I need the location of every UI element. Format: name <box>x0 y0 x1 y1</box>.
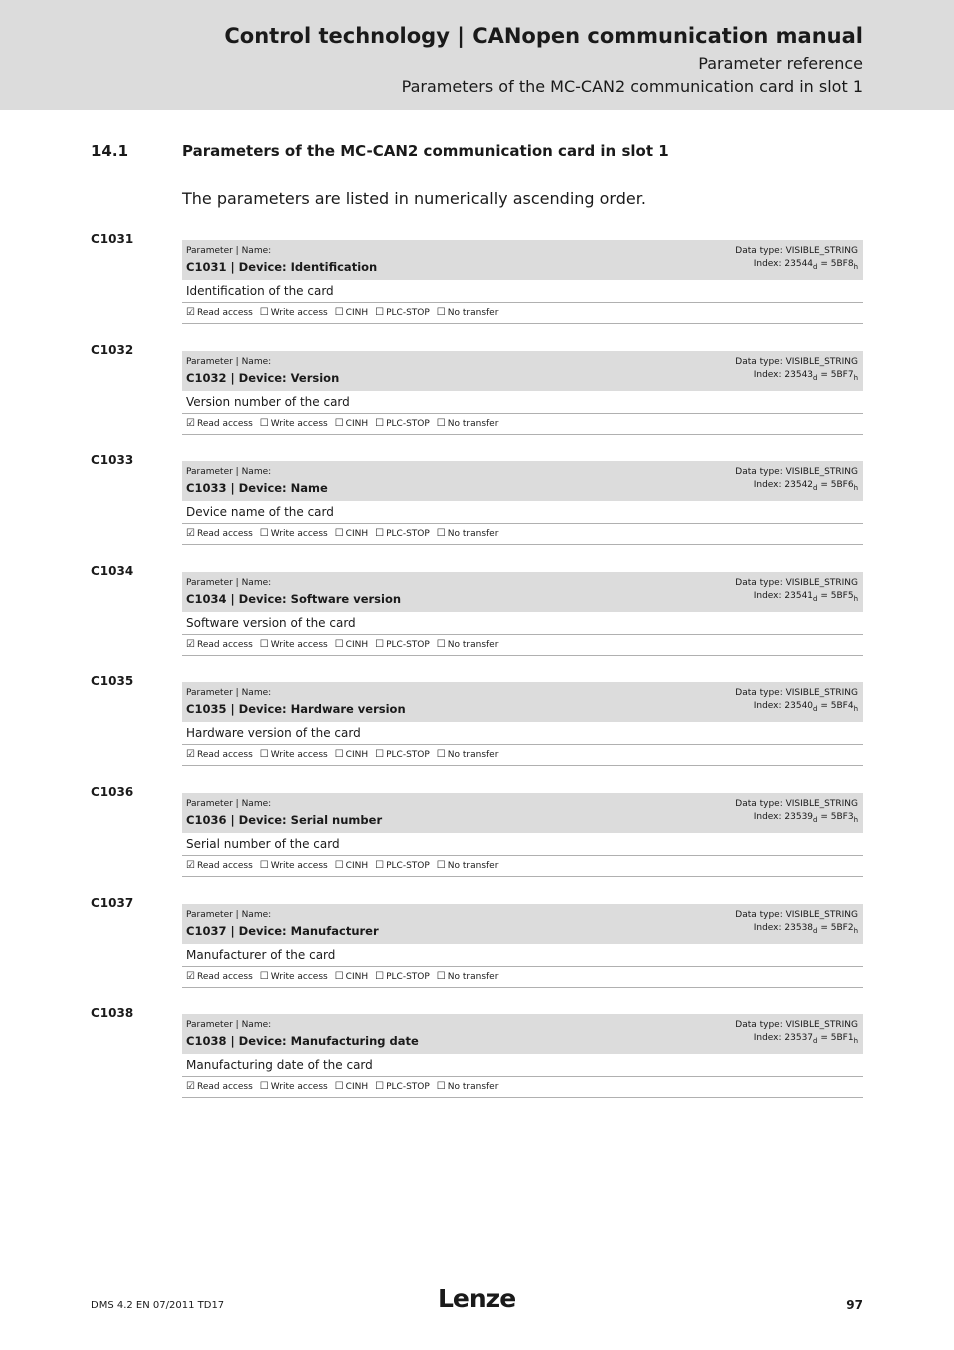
no-transfer-label: No transfer <box>447 419 499 429</box>
parameter-header <box>182 682 863 722</box>
index-hex: 5BF3 <box>830 812 854 822</box>
access-flags <box>182 745 863 766</box>
plc-stop-label: PLC-STOP <box>386 419 430 429</box>
unchecked-box-icon: ☐ <box>334 971 344 982</box>
parameter-name: C1033 | Device: Name <box>186 481 328 495</box>
data-type: Data type: VISIBLE_STRING <box>735 467 858 477</box>
read-access-label: Read access <box>196 529 253 539</box>
index-hex: 5BF5 <box>830 591 854 601</box>
unchecked-box-icon: ☐ <box>334 639 344 650</box>
parameter-name: C1038 | Device: Manufacturing date <box>186 1034 419 1048</box>
index-decimal: 23538 <box>784 923 814 933</box>
parameter-block <box>182 351 863 435</box>
data-type: Data type: VISIBLE_STRING <box>735 578 858 588</box>
read-access-flag <box>186 861 253 871</box>
index-hex: 5BF6 <box>830 480 854 490</box>
parameter-code-label: C1038 <box>91 1006 134 1020</box>
chapter-title: Parameter reference <box>698 54 863 73</box>
unchecked-box-icon: ☐ <box>334 307 344 318</box>
decimal-subscript: d <box>813 374 818 382</box>
no-transfer-label: No transfer <box>447 972 499 982</box>
plc-stop-flag <box>375 861 430 871</box>
parameter-description: Version number of the card <box>182 391 863 414</box>
access-flags <box>182 967 863 988</box>
parameter-name-label: Parameter | Name: <box>186 578 272 588</box>
parameter-name-label: Parameter | Name: <box>186 1020 272 1030</box>
parameter-header <box>182 461 863 501</box>
index-equals: = <box>817 591 831 601</box>
cinh-flag <box>335 640 368 650</box>
decimal-subscript: d <box>813 1037 818 1045</box>
data-type: Data type: VISIBLE_STRING <box>735 1020 858 1030</box>
unchecked-box-icon: ☐ <box>375 418 385 429</box>
write-access-label: Write access <box>270 640 328 650</box>
data-type: Data type: VISIBLE_STRING <box>735 688 858 698</box>
write-access-label: Write access <box>270 1082 328 1092</box>
read-access-label: Read access <box>196 640 253 650</box>
parameter-name-label: Parameter | Name: <box>186 910 272 920</box>
no-transfer-flag <box>437 861 499 871</box>
parameter-code-label: C1034 <box>91 564 134 578</box>
write-access-flag <box>260 308 328 318</box>
no-transfer-flag <box>437 1082 499 1092</box>
unchecked-box-icon: ☐ <box>436 971 446 982</box>
parameter-header <box>182 904 863 944</box>
parameter-name: C1037 | Device: Manufacturer <box>186 924 379 938</box>
write-access-label: Write access <box>270 750 328 760</box>
unchecked-box-icon: ☐ <box>436 528 446 539</box>
write-access-label: Write access <box>270 419 328 429</box>
parameter-header <box>182 1014 863 1054</box>
index-prefix: Index: <box>753 812 785 822</box>
write-access-label: Write access <box>270 861 328 871</box>
index-equals: = <box>817 259 831 269</box>
hex-subscript: h <box>853 927 858 935</box>
parameter-name-label: Parameter | Name: <box>186 357 272 367</box>
index-decimal: 23543 <box>784 370 814 380</box>
unchecked-box-icon: ☐ <box>375 1081 385 1092</box>
index-hex: 5BF4 <box>830 701 854 711</box>
parameter-description: Identification of the card <box>182 280 863 303</box>
intro-text: The parameters are listed in numerically ascending order. <box>182 189 646 208</box>
unchecked-box-icon: ☐ <box>259 749 269 760</box>
data-type: Data type: VISIBLE_STRING <box>735 357 858 367</box>
parameter-block <box>182 904 863 988</box>
parameter-block <box>182 682 863 766</box>
read-access-flag <box>186 640 253 650</box>
unchecked-box-icon: ☐ <box>436 1081 446 1092</box>
unchecked-box-icon: ☐ <box>436 639 446 650</box>
read-access-flag <box>186 972 253 982</box>
checked-box-icon: ☑ <box>186 749 195 760</box>
parameter-code-label: C1035 <box>91 674 134 688</box>
parameter-index <box>754 591 858 603</box>
plc-stop-flag <box>375 529 430 539</box>
checked-box-icon: ☑ <box>186 418 195 429</box>
write-access-flag <box>260 861 328 871</box>
index-decimal: 23541 <box>784 591 814 601</box>
parameter-code-label: C1032 <box>91 343 134 357</box>
cinh-flag <box>335 529 368 539</box>
write-access-flag <box>260 529 328 539</box>
parameter-header <box>182 572 863 612</box>
unchecked-box-icon: ☐ <box>259 639 269 650</box>
write-access-flag <box>260 972 328 982</box>
access-flags <box>182 1077 863 1098</box>
parameter-description: Hardware version of the card <box>182 722 863 745</box>
index-hex: 5BF1 <box>830 1033 854 1043</box>
cinh-label: CINH <box>345 861 369 871</box>
checked-box-icon: ☑ <box>186 860 195 871</box>
parameter-block <box>182 793 863 877</box>
index-equals: = <box>817 812 831 822</box>
write-access-label: Write access <box>270 529 328 539</box>
plc-stop-flag <box>375 1082 430 1092</box>
plc-stop-label: PLC-STOP <box>386 750 430 760</box>
cinh-label: CINH <box>345 750 369 760</box>
plc-stop-flag <box>375 972 430 982</box>
parameter-description: Device name of the card <box>182 501 863 524</box>
parameter-index <box>754 370 858 382</box>
parameter-code-label: C1037 <box>91 896 134 910</box>
no-transfer-flag <box>437 529 499 539</box>
unchecked-box-icon: ☐ <box>259 418 269 429</box>
index-prefix: Index: <box>753 923 785 933</box>
parameter-name: C1031 | Device: Identification <box>186 260 378 274</box>
parameter-index <box>754 259 858 271</box>
parameter-header <box>182 240 863 280</box>
decimal-subscript: d <box>813 705 818 713</box>
lenze-logo: Lenze <box>438 1284 516 1313</box>
parameter-name-label: Parameter | Name: <box>186 467 272 477</box>
cinh-label: CINH <box>345 529 369 539</box>
unchecked-box-icon: ☐ <box>375 749 385 760</box>
unchecked-box-icon: ☐ <box>375 528 385 539</box>
parameter-index <box>754 923 858 935</box>
hex-subscript: h <box>853 1037 858 1045</box>
decimal-subscript: d <box>813 484 818 492</box>
hex-subscript: h <box>853 705 858 713</box>
no-transfer-label: No transfer <box>447 861 499 871</box>
no-transfer-label: No transfer <box>447 1082 499 1092</box>
no-transfer-flag <box>437 972 499 982</box>
cinh-label: CINH <box>345 972 369 982</box>
parameter-name-label: Parameter | Name: <box>186 688 272 698</box>
no-transfer-flag <box>437 419 499 429</box>
unchecked-box-icon: ☐ <box>259 1081 269 1092</box>
read-access-flag <box>186 1082 253 1092</box>
unchecked-box-icon: ☐ <box>375 971 385 982</box>
parameter-block <box>182 240 863 324</box>
plc-stop-flag <box>375 640 430 650</box>
unchecked-box-icon: ☐ <box>436 307 446 318</box>
no-transfer-flag <box>437 750 499 760</box>
parameter-index <box>754 480 858 492</box>
unchecked-box-icon: ☐ <box>334 418 344 429</box>
hex-subscript: h <box>853 263 858 271</box>
index-decimal: 23537 <box>784 1033 814 1043</box>
access-flags <box>182 303 863 324</box>
no-transfer-label: No transfer <box>447 640 499 650</box>
index-equals: = <box>817 480 831 490</box>
page-number: 97 <box>846 1298 863 1312</box>
index-prefix: Index: <box>753 1033 785 1043</box>
index-prefix: Index: <box>753 480 785 490</box>
checked-box-icon: ☑ <box>186 528 195 539</box>
parameter-name: C1036 | Device: Serial number <box>186 813 383 827</box>
read-access-flag <box>186 419 253 429</box>
decimal-subscript: d <box>813 927 818 935</box>
read-access-label: Read access <box>196 308 253 318</box>
parameter-description: Manufacturer of the card <box>182 944 863 967</box>
access-flags <box>182 524 863 545</box>
cinh-flag <box>335 419 368 429</box>
unchecked-box-icon: ☐ <box>334 749 344 760</box>
unchecked-box-icon: ☐ <box>259 307 269 318</box>
data-type: Data type: VISIBLE_STRING <box>735 910 858 920</box>
parameter-description: Software version of the card <box>182 612 863 635</box>
no-transfer-label: No transfer <box>447 529 499 539</box>
section-number: 14.1 <box>91 142 129 160</box>
unchecked-box-icon: ☐ <box>436 860 446 871</box>
parameter-code-label: C1031 <box>91 232 134 246</box>
parameter-index <box>754 1033 858 1045</box>
parameter-block <box>182 572 863 656</box>
decimal-subscript: d <box>813 595 818 603</box>
plc-stop-flag <box>375 750 430 760</box>
cinh-label: CINH <box>345 640 369 650</box>
write-access-flag <box>260 640 328 650</box>
index-prefix: Index: <box>753 259 785 269</box>
hex-subscript: h <box>853 595 858 603</box>
index-hex: 5BF7 <box>830 370 854 380</box>
checked-box-icon: ☑ <box>186 307 195 318</box>
hex-subscript: h <box>853 816 858 824</box>
checked-box-icon: ☑ <box>186 639 195 650</box>
read-access-label: Read access <box>196 750 253 760</box>
parameter-description: Serial number of the card <box>182 833 863 856</box>
unchecked-box-icon: ☐ <box>259 528 269 539</box>
plc-stop-label: PLC-STOP <box>386 308 430 318</box>
unchecked-box-icon: ☐ <box>436 418 446 429</box>
no-transfer-flag <box>437 308 499 318</box>
parameter-block <box>182 461 863 545</box>
read-access-flag <box>186 308 253 318</box>
index-decimal: 23542 <box>784 480 814 490</box>
cinh-label: CINH <box>345 419 369 429</box>
index-decimal: 23540 <box>784 701 814 711</box>
write-access-flag <box>260 1082 328 1092</box>
decimal-subscript: d <box>813 816 818 824</box>
footer-doc-id: DMS 4.2 EN 07/2011 TD17 <box>91 1300 225 1311</box>
write-access-label: Write access <box>270 972 328 982</box>
unchecked-box-icon: ☐ <box>375 639 385 650</box>
access-flags <box>182 414 863 435</box>
write-access-flag <box>260 750 328 760</box>
cinh-flag <box>335 308 368 318</box>
read-access-flag <box>186 529 253 539</box>
write-access-label: Write access <box>270 308 328 318</box>
no-transfer-flag <box>437 640 499 650</box>
index-equals: = <box>817 701 831 711</box>
index-prefix: Index: <box>753 701 785 711</box>
page-header <box>0 0 954 110</box>
manual-title: Control technology | CANopen communication manual <box>224 24 863 48</box>
parameter-code-label: C1033 <box>91 453 134 467</box>
unchecked-box-icon: ☐ <box>375 307 385 318</box>
index-hex: 5BF8 <box>830 259 854 269</box>
plc-stop-flag <box>375 308 430 318</box>
cinh-flag <box>335 1082 368 1092</box>
index-hex: 5BF2 <box>830 923 854 933</box>
plc-stop-label: PLC-STOP <box>386 529 430 539</box>
cinh-label: CINH <box>345 1082 369 1092</box>
plc-stop-flag <box>375 419 430 429</box>
index-decimal: 23539 <box>784 812 814 822</box>
unchecked-box-icon: ☐ <box>375 860 385 871</box>
data-type: Data type: VISIBLE_STRING <box>735 246 858 256</box>
parameter-description: Manufacturing date of the card <box>182 1054 863 1077</box>
section-running-title: Parameters of the MC-CAN2 communication card in slot 1 <box>401 77 863 96</box>
plc-stop-label: PLC-STOP <box>386 972 430 982</box>
write-access-flag <box>260 419 328 429</box>
cinh-flag <box>335 861 368 871</box>
plc-stop-label: PLC-STOP <box>386 1082 430 1092</box>
hex-subscript: h <box>853 484 858 492</box>
no-transfer-label: No transfer <box>447 308 499 318</box>
unchecked-box-icon: ☐ <box>259 860 269 871</box>
index-equals: = <box>817 1033 831 1043</box>
read-access-label: Read access <box>196 1082 253 1092</box>
cinh-label: CINH <box>345 308 369 318</box>
parameter-code-label: C1036 <box>91 785 134 799</box>
section-title: Parameters of the MC-CAN2 communication card in slot 1 <box>182 142 669 160</box>
parameter-header <box>182 351 863 391</box>
unchecked-box-icon: ☐ <box>334 528 344 539</box>
parameter-name: C1035 | Device: Hardware version <box>186 702 406 716</box>
decimal-subscript: d <box>813 263 818 271</box>
checked-box-icon: ☑ <box>186 1081 195 1092</box>
parameter-index <box>754 812 858 824</box>
parameter-name-label: Parameter | Name: <box>186 246 272 256</box>
index-prefix: Index: <box>753 591 785 601</box>
parameter-name: C1032 | Device: Version <box>186 371 340 385</box>
index-equals: = <box>817 370 831 380</box>
index-prefix: Index: <box>753 370 785 380</box>
plc-stop-label: PLC-STOP <box>386 640 430 650</box>
checked-box-icon: ☑ <box>186 971 195 982</box>
index-equals: = <box>817 923 831 933</box>
parameter-name: C1034 | Device: Software version <box>186 592 402 606</box>
read-access-label: Read access <box>196 419 253 429</box>
unchecked-box-icon: ☐ <box>259 971 269 982</box>
plc-stop-label: PLC-STOP <box>386 861 430 871</box>
hex-subscript: h <box>853 374 858 382</box>
parameter-index <box>754 701 858 713</box>
no-transfer-label: No transfer <box>447 750 499 760</box>
data-type: Data type: VISIBLE_STRING <box>735 799 858 809</box>
unchecked-box-icon: ☐ <box>436 749 446 760</box>
unchecked-box-icon: ☐ <box>334 860 344 871</box>
unchecked-box-icon: ☐ <box>334 1081 344 1092</box>
read-access-label: Read access <box>196 861 253 871</box>
access-flags <box>182 635 863 656</box>
cinh-flag <box>335 972 368 982</box>
read-access-flag <box>186 750 253 760</box>
parameter-name-label: Parameter | Name: <box>186 799 272 809</box>
index-decimal: 23544 <box>784 259 814 269</box>
access-flags <box>182 856 863 877</box>
parameter-block <box>182 1014 863 1098</box>
cinh-flag <box>335 750 368 760</box>
parameter-header <box>182 793 863 833</box>
read-access-label: Read access <box>196 972 253 982</box>
